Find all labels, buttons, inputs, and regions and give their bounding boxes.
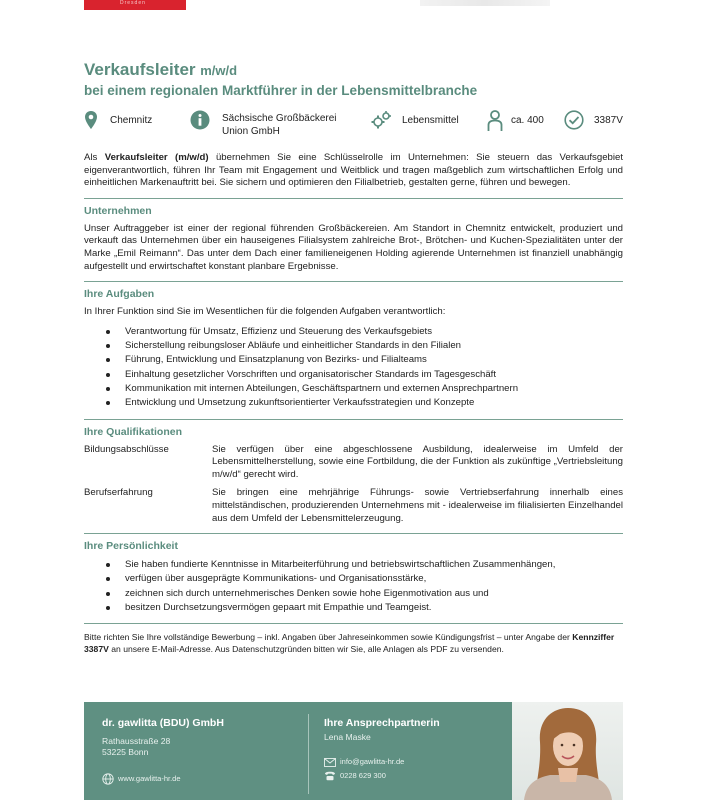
globe-icon: [102, 773, 114, 785]
qualification-value: Sie bringen eine mehrjährige Führungs- sowie Vertriebserfahrung innerhalb eines mittelständischen, produzierenden Unternehmens mit - idealerweise im filialisierten Einzelhandel aus dem Umfeld der Lebensmittelerzeugung.: [212, 487, 623, 524]
info-icon: [190, 110, 210, 130]
contact-heading: Ihre Ansprechpartnerin: [324, 717, 440, 729]
personality-list: [84, 558, 623, 615]
divider: [84, 623, 623, 624]
logo-text: Dresden: [120, 0, 146, 6]
phone-icon: [324, 771, 336, 781]
list-item: Kommunikation mit internen Abteilungen, Geschäftspartnern und externen Ansprechpartnern: [106, 382, 623, 396]
qualification-key: Bildungsabschlüsse: [84, 443, 169, 455]
list-item: besitzen Durchsetzungsvermögen gepaart mit Empathie und Teamgeist.: [106, 601, 623, 615]
footer-company-name: dr. gawlitta (BDU) GmbH: [102, 717, 224, 729]
qualification-value: Sie verfügen über eine abgeschlossene Ausbildung, idealerweise im Umfeld der Lebensmittelherstellung, sowie eine Fortbildung, die der Funktion als zukünftige „Vertriebsleitung m/w/d“ gerecht wird.: [212, 443, 623, 480]
fact-location-label: Chemnitz: [110, 115, 153, 126]
job-ad: [84, 60, 623, 664]
fact-industry-label: Lebensmittel: [402, 115, 459, 126]
fact-employees-label: ca. 400: [511, 115, 544, 126]
application-note: Bitte richten Sie Ihre vollständige Bewerbung – inkl. Angaben über Jahreseinkommen sowie Kündigungsfrist – unter Angabe der Kennziffer 3387V an unsere E-Mail-Adresse. Aus Datenschutzgründen bitten wir Sie, alle Anlagen als PDF zu versenden.: [84, 632, 615, 654]
section-heading-qualifications: Ihre Qualifikationen: [84, 425, 183, 438]
company-paragraph: Unser Auftraggeber ist einer der regional führenden Großbäckereien. Am Standort in Chemnitz entwickelt, produziert und verkauft das Unternehmen über ein hauseigenes Filialsystem zahlreiche Brot-, Brötchen- und Kuchen-Spezialitäten unter der Marke „Emil Reimann“. Das unter dem Dach einer familieneigenen Holding agierende Unternehmen ist finanziell unabhängig aufgestellt und erwirtschaftet konstant planbare Ergebnisse.: [84, 222, 623, 272]
section-heading-company: Unternehmen: [84, 204, 152, 217]
fact-reference-label: 3387V: [594, 115, 623, 126]
company-address-block: [102, 716, 224, 758]
list-item: zeichnen sich durch unternehmerisches Denken sowie hohe Eigenmotivation aus und: [106, 587, 623, 601]
job-title-suffix: m/w/d: [200, 63, 238, 78]
fact-company-label: Sächsische Großbäckerei Union GmbH: [222, 113, 337, 137]
footer-city: 53225 Bonn: [102, 747, 149, 757]
check-circle-icon: [564, 110, 584, 130]
section-heading-personality: Ihre Persönlichkeit: [84, 540, 178, 553]
list-item: Sicherstellung reibungsloser Abläufe und einheitlicher Standards in den Filialen: [106, 339, 623, 353]
divider: [84, 281, 623, 282]
location-pin-icon: [84, 110, 98, 130]
contact-block: [324, 716, 440, 743]
intro-paragraph: Als Verkaufsleiter (m/w/d) übernehmen Sie eine Schlüsselrolle im Unternehmen: Sie steuern das Verkaufsgebiet eigenverantwortlich, führen Ihr Team mit Engagement und Weitblick und tragen maßgeblich zum wirtschaftlichen Erfolg und einheitlichen Markenauftritt bei. Sie sichern und optimieren den Filialbetrieb, gestalten gerne, führen und bewegen.: [84, 152, 623, 189]
list-item: Entwicklung und Umsetzung zukunftsorientierter Verkaufsstrategien und Konzepte: [106, 396, 623, 410]
footer-divider: [308, 714, 309, 794]
job-subtitle: bei einem regionalen Marktführer in der Lebensmittelbranche: [84, 83, 478, 98]
footer-street: Rathausstraße 28: [102, 736, 171, 746]
job-title: Verkaufsleiter m/w/d: [84, 60, 238, 79]
mail-icon: [324, 758, 336, 767]
contact-photo: [512, 702, 623, 800]
tasks-list: [84, 325, 623, 411]
person-icon: [487, 110, 503, 132]
divider: [84, 419, 623, 420]
list-item: Führung, Entwicklung und Einsatzplanung von Bezirks- und Filialteams: [106, 353, 623, 367]
company-logo: [84, 0, 186, 10]
qualification-key: Berufserfahrung: [84, 487, 153, 499]
divider: [84, 533, 623, 534]
list-item: Einhaltung gesetzlicher Vorschriften und organisatorischer Standards im Tagesgeschäft: [106, 368, 623, 382]
contact-person-portrait: [512, 702, 623, 800]
contact-email[interactable]: info@gawlitta-hr.de: [324, 757, 404, 767]
facts-row: [84, 110, 623, 152]
gears-icon: [370, 110, 392, 130]
contact-name: Lena Maske: [324, 732, 371, 742]
tasks-intro: In Ihrer Funktion sind Sie im Wesentlichen für die folgenden Aufgaben verantwortlich:: [84, 306, 446, 318]
list-item: verfügen über ausgeprägte Kommunikations- und Organisationsstärke,: [106, 572, 623, 586]
contact-footer: [84, 702, 623, 800]
footer-website[interactable]: www.gawlitta-hr.de: [102, 773, 181, 785]
header-decoration: [420, 0, 550, 6]
qualification-row: [84, 444, 623, 482]
section-heading-tasks: Ihre Aufgaben: [84, 288, 155, 301]
divider: [84, 198, 623, 199]
qualification-row: [84, 487, 623, 525]
contact-phone[interactable]: 0228 629 300: [324, 771, 386, 781]
list-item: Sie haben fundierte Kenntnisse in Mitarbeiterführung und betriebswirtschaftlichen Zusammenhängen,: [106, 558, 623, 572]
list-item: Verantwortung für Umsatz, Effizienz und Steuerung des Verkaufsgebiets: [106, 325, 623, 339]
